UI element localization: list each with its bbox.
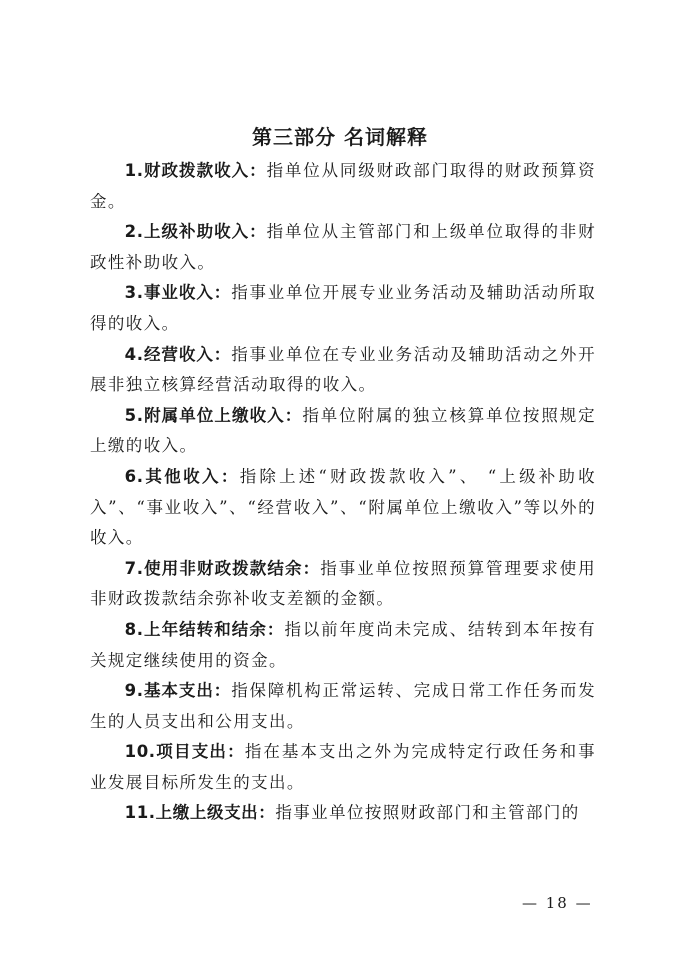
term-text: 指以前年度尚未完成、结转到本年按有关规定继续使用的资金。 — [90, 619, 596, 670]
term-text: 指事业单位开展专业业务活动及辅助活动所取得的收入。 — [90, 283, 597, 333]
term-text: 指单位从主管部门和上级单位取得的非财政性补助收入。 — [90, 222, 596, 272]
term-label: 9.基本支出： — [124, 681, 232, 701]
term-paragraph-4 — [90, 340, 596, 401]
term-text: 指在基本支出之外为完成特定行政任务和事业发展目标所发生的支出。 — [90, 742, 596, 792]
term-paragraph-11 — [90, 798, 596, 829]
term-paragraph-2 — [90, 217, 596, 278]
term-paragraph-5 — [90, 401, 596, 462]
term-paragraph-9 — [90, 676, 596, 737]
section-title: 第三部分 名词解释 — [252, 125, 428, 149]
term-text: 指单位从同级财政部门取得的财政预算资金。 — [90, 161, 596, 211]
term-label: 5.附属单位上缴收入： — [124, 405, 303, 425]
term-label: 11.上缴上级支出： — [124, 803, 276, 823]
term-text: 指事业单位按照预算管理要求使用非财政拨款结余弥补收支差额的金额。 — [90, 558, 597, 609]
term-text: 指保障机构正常运转、完成日常工作任务而发生的人员支出和公用支出。 — [90, 681, 597, 731]
term-label: 3.事业收入： — [124, 283, 232, 303]
term-label: 8.上年结转和结余： — [124, 619, 285, 639]
term-paragraph-3 — [90, 278, 596, 339]
term-text: 指单位附属的独立核算单位按照规定上缴的收入。 — [90, 405, 596, 456]
term-label: 10.项目支出： — [124, 742, 245, 762]
term-text: 指事业单位按照财政部门和主管部门的 — [275, 803, 580, 823]
term-text: 指事业单位在专业业务活动及辅助活动之外开展非独立核算经营活动取得的收入。 — [90, 344, 597, 395]
term-paragraph-7 — [90, 554, 596, 615]
term-paragraph-1 — [90, 156, 596, 217]
term-text: 指除上述“财政拨款收入”、 “上级补助收入”、“事业收入”、“经营收入”、“附属单位上缴收入”等以外的收入。 — [90, 466, 596, 548]
term-paragraph-8 — [90, 615, 596, 676]
term-paragraph-10 — [90, 737, 596, 798]
term-label: 4.经营收入： — [124, 344, 232, 364]
term-label: 2.上级补助收入： — [124, 222, 267, 242]
term-label: 6.其他收入： — [124, 466, 240, 486]
terms-list — [90, 156, 596, 829]
term-label: 1.财政拨款收入： — [124, 161, 267, 180]
page-number: — 18 — — [522, 894, 593, 912]
term-paragraph-6 — [90, 462, 596, 554]
term-label: 7.使用非财政拨款结余： — [124, 558, 321, 578]
